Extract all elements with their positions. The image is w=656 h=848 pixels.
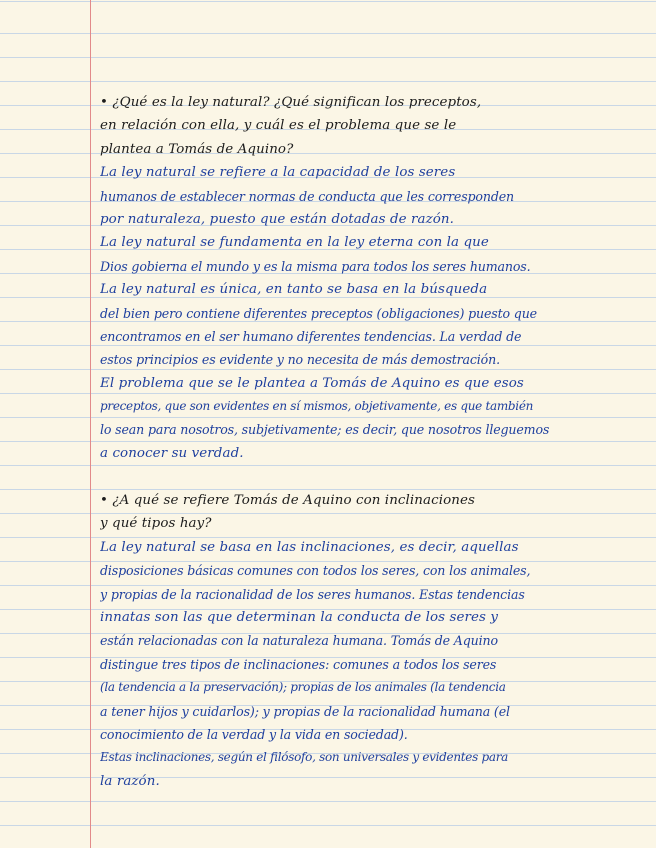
answer-1-line: La ley natural se fundamenta en la ley eterna con la que [100, 235, 489, 251]
answer-2-line: distingue tres tipos de inclinaciones: comunes a todos los seres [100, 656, 497, 672]
answer-2-line: Estas inclinaciones, según el filósofo, son universales y evidentes para [100, 750, 509, 765]
answer-1-line: preceptos, que son evidentes en sí mismos, objetivamente, es que también [100, 399, 534, 414]
answer-1-line: del bien pero contiene diferentes preceptos (obligaciones) puesto que [100, 305, 537, 321]
answer-1-line: por naturaleza, puesto que están dotadas de razón. [100, 211, 454, 227]
answer-1 [100, 161, 645, 465]
question-1-line: en relación con ella, y cuál es el problema que se le [100, 118, 457, 134]
answer-2-line: y propias de la racionalidad de los seres humanos. Estas tendencias [100, 586, 525, 602]
answer-2-line: (la tendencia a la preservación); propias de los animales (la tendencia [100, 680, 506, 695]
red-margin-line [90, 0, 91, 848]
question-1-line: plantea a Tomás de Aquino? [100, 141, 294, 157]
answer-2-line: innatas son las que determinan la conducta de los seres y [100, 609, 499, 625]
section-1 [100, 91, 645, 465]
answer-1-line: a conocer su verdad. [100, 445, 244, 461]
answer-1-line: El problema que se le plantea a Tomás de Aquino es que esos [100, 375, 524, 391]
answer-1-line: encontramos en el ser humano diferentes tendencias. La verdad de [100, 328, 522, 344]
section-2 [100, 489, 645, 793]
answer-1-line: lo sean para nosotros, subjetivamente; es decir, que nosotros lleguemos [100, 422, 550, 438]
answer-2-line: están relacionadas con la naturaleza humana. Tomás de Aquino [100, 633, 498, 649]
answer-2-line: la razón. [100, 773, 160, 789]
question-2-line: y qué tipos hay? [100, 516, 212, 532]
answer-1-line: humanos de establecer normas de conducta que les corresponden [100, 188, 514, 204]
question-1-line: • ¿Qué es la ley natural? ¿Qué significan los preceptos, [100, 95, 482, 110]
answer-1-line: La ley natural es única, en tanto se basa en la búsqueda [100, 282, 488, 298]
answer-2-line: disposiciones básicas comunes con todos los seres, con los animales, [100, 563, 531, 579]
answer-2 [100, 536, 645, 793]
question-2-line: • ¿A qué se refiere Tomás de Aquino con inclinaciones [100, 493, 475, 508]
answer-1-line: estos principios es evidente y no necesita de más demostración. [100, 352, 500, 368]
answer-2-line: a tener hijos y cuidarlos); y propias de la racionalidad humana (el [100, 703, 510, 719]
question-1 [100, 91, 645, 161]
answer-2-line: La ley natural se basa en las inclinaciones, es decir, aquellas [100, 539, 519, 555]
question-2 [100, 489, 645, 536]
answer-1-line: La ley natural se refiere a la capacidad de los seres [100, 165, 456, 181]
answer-1-line: Dios gobierna el mundo y es la misma para todos los seres humanos. [100, 258, 531, 274]
answer-2-line: conocimiento de la verdad y la vida en sociedad). [100, 726, 408, 742]
